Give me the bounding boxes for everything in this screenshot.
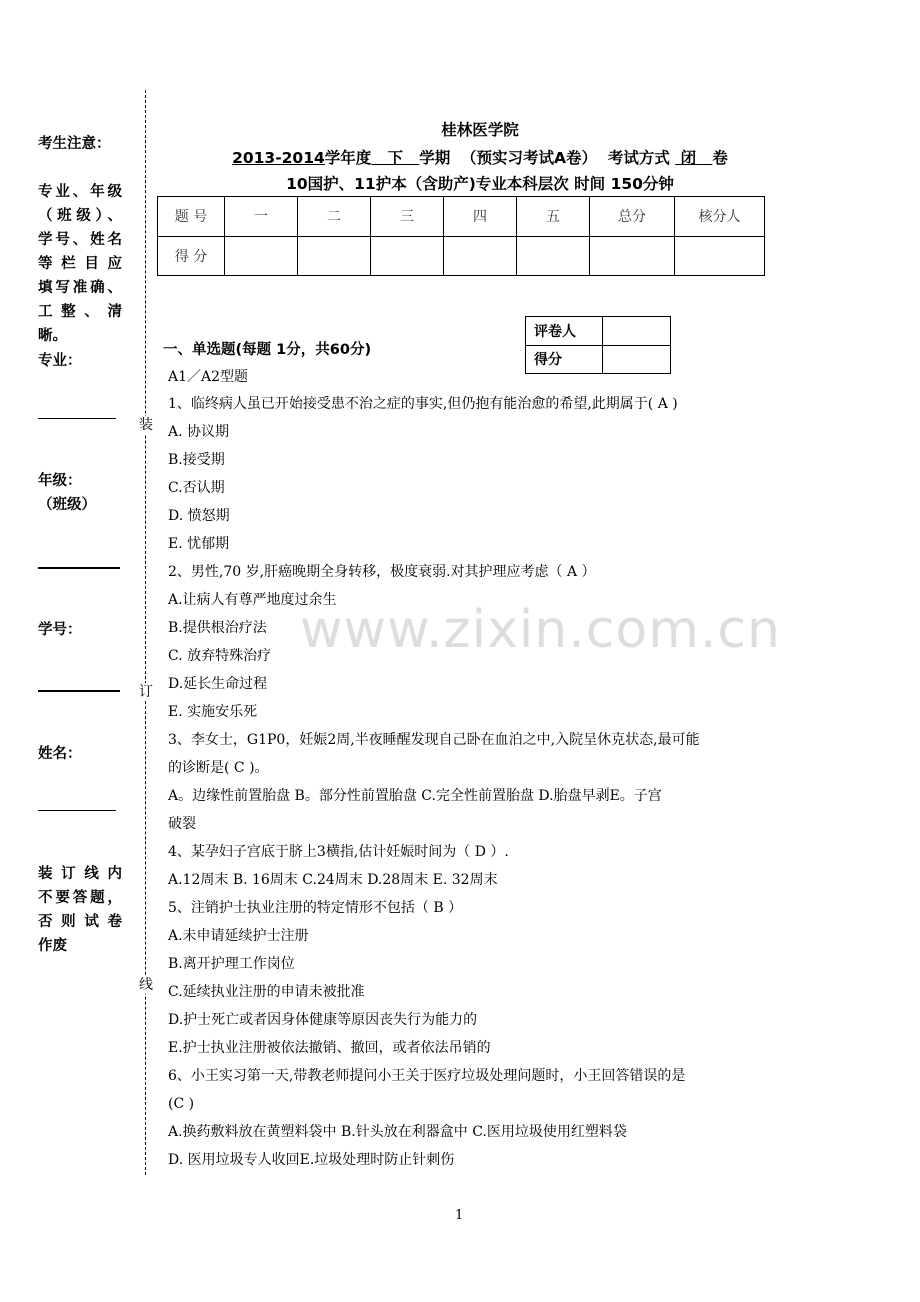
school-name: 桂林医学院 (441, 121, 519, 139)
score-input[interactable] (590, 236, 675, 276)
grader-input[interactable] (603, 317, 671, 346)
warning-line: 否则试卷 (38, 914, 122, 930)
term-label: 学期 (419, 149, 451, 167)
question-line: 3、李女士，G1P0，妊娠2周,半夜睡醒发现自己卧在血泊之中,入院呈休克状态,最可能 (168, 732, 700, 748)
name-field[interactable] (38, 810, 116, 811)
exam-type: （预实习考试A卷） (461, 149, 598, 167)
grader-score-label: 得分 (526, 345, 603, 374)
student-id-label: 学号： (38, 622, 82, 638)
grade-field[interactable] (38, 567, 120, 569)
question-line: C.延续执业注册的申请未被批准 (168, 984, 365, 1000)
question-line: B.离开护理工作岗位 (168, 956, 295, 972)
notice-line: 专业、年级 (38, 184, 122, 200)
grader-table (525, 316, 671, 374)
question-line: D.护士死亡或者因身体健康等原因丧失行为能力的 (168, 1012, 478, 1028)
grade-label: 年级： (38, 473, 82, 489)
question-line: A.让病人有尊严地度过余生 (168, 592, 337, 608)
notice-line: （班级）、 (38, 208, 122, 224)
question-line: A。边缘性前置胎盘 B。部分性前置胎盘 C.完全性前置胎盘 D.胎盘早剥E。子宫 (168, 788, 662, 804)
exam-method: 闭 (680, 149, 697, 167)
warning-line: 装订线内 (38, 866, 122, 882)
score-cell-q4: 四 (444, 197, 517, 237)
notice-line: 工整、清晰。 (38, 304, 122, 344)
binding-char-ding: 订 (139, 684, 153, 700)
score-input[interactable] (444, 236, 517, 276)
question-line: D.延长生命过程 (168, 676, 268, 692)
page-number: 1 (455, 1208, 464, 1223)
score-cell-total: 总分 (590, 197, 675, 237)
class-label: （班级） (38, 497, 96, 513)
binding-char-xian: 线 (139, 977, 153, 993)
question-line: D. 愤怒期 (168, 508, 230, 524)
question-line: A. 协议期 (168, 424, 230, 440)
question-line: E. 忧郁期 (168, 536, 230, 552)
score-cell-q5: 五 (517, 197, 590, 237)
warning-line: 不要答题， (38, 890, 122, 906)
student-id-field[interactable] (38, 690, 120, 692)
major-label: 专业： (38, 353, 82, 369)
score-input[interactable] (675, 236, 765, 276)
question-line: B.提供根治疗法 (168, 620, 267, 636)
question-type: A1／A2型题 (168, 369, 249, 385)
score-row-label: 得 分 (158, 236, 225, 276)
question-line: E. 实施安乐死 (168, 704, 258, 720)
score-table-header-row (158, 197, 765, 237)
term: 下 (387, 149, 404, 167)
score-input[interactable] (371, 236, 444, 276)
question-line: D. 医用垃圾专人收回E.垃圾处理时防止针刺伤 (168, 1152, 455, 1168)
question-line: A.换药敷料放在黄塑料袋中 B.针头放在利器盒中 C.医用垃圾使用红塑料袋 (168, 1124, 627, 1140)
question-line: E.护士执业注册被依法撤销、撤回，或者依法吊销的 (168, 1040, 491, 1056)
question-line: 6、小王实习第一天,带教老师提问小王关于医疗垃圾处理问题时，小王回答错误的是 (168, 1068, 686, 1084)
question-line: A.未申请延续护士注册 (168, 928, 309, 944)
score-cell-checker: 核分人 (675, 197, 765, 237)
score-cell-q2: 二 (298, 197, 371, 237)
question-line: 破裂 (168, 816, 196, 832)
watermark: www.zixin.com.cn (300, 600, 781, 660)
grader-score-input[interactable] (603, 345, 671, 374)
score-table (157, 196, 765, 276)
question-line: 2、男性,70 岁,肝癌晚期全身转移，极度衰弱.对其护理应考虑（ A ） (168, 564, 596, 580)
score-table-score-row (158, 236, 765, 276)
score-input[interactable] (225, 236, 298, 276)
warning-line: 作废 (38, 938, 67, 954)
score-cell-q1: 一 (225, 197, 298, 237)
section-title: 一、单选题(每题 1分，共60分) (163, 342, 372, 358)
question-line: A.12周末 B. 16周末 C.24周末 D.28周末 E. 32周末 (168, 872, 498, 888)
exam-method-suffix: 卷 (712, 149, 728, 167)
question-line: B.接受期 (168, 452, 225, 468)
class-time-line: 10国护、11护本（含助产)专业本科层次 时间 150分钟 (286, 175, 674, 193)
question-line: C.否认期 (168, 480, 225, 496)
question-line: (C ) (168, 1096, 195, 1112)
score-cell-q3: 三 (371, 197, 444, 237)
score-cell-label: 题 号 (158, 197, 225, 237)
grader-label: 评卷人 (526, 317, 603, 346)
score-input[interactable] (298, 236, 371, 276)
question-line: 的诊断是( C )。 (168, 760, 269, 776)
exam-method-label: 考试方式 (607, 149, 670, 167)
binding-char-zhuang: 装 (139, 417, 153, 433)
name-label: 姓名： (38, 746, 82, 762)
question-line: 4、某孕妇子宫底于脐上3横指,估计妊娠时间为（ D ）. (168, 844, 509, 860)
academic-year: 2013-2014 (232, 149, 325, 167)
question-line: 5、注销护士执业注册的特定情形不包括（ B ） (168, 900, 463, 916)
notice-title: 考生注意： (38, 136, 111, 152)
major-field[interactable] (38, 418, 116, 419)
notice-line: 填写准确、 (38, 280, 122, 296)
academic-year-label: 学年度 (324, 149, 372, 167)
score-input[interactable] (517, 236, 590, 276)
question-list (168, 390, 788, 1174)
question-line: C. 放弃特殊治疗 (168, 648, 272, 664)
binding-warning (38, 862, 122, 958)
question-line: 1、临终病人虽已开始接受患不治之症的事实,但仍抱有能治愈的希望,此期属于( A ) (168, 396, 678, 412)
exam-info-line (160, 146, 800, 168)
notice-line: 等栏目应 (38, 256, 122, 272)
notice-text (38, 180, 122, 348)
notice-line: 学号、姓名 (38, 232, 122, 248)
binding-line (145, 90, 146, 1175)
